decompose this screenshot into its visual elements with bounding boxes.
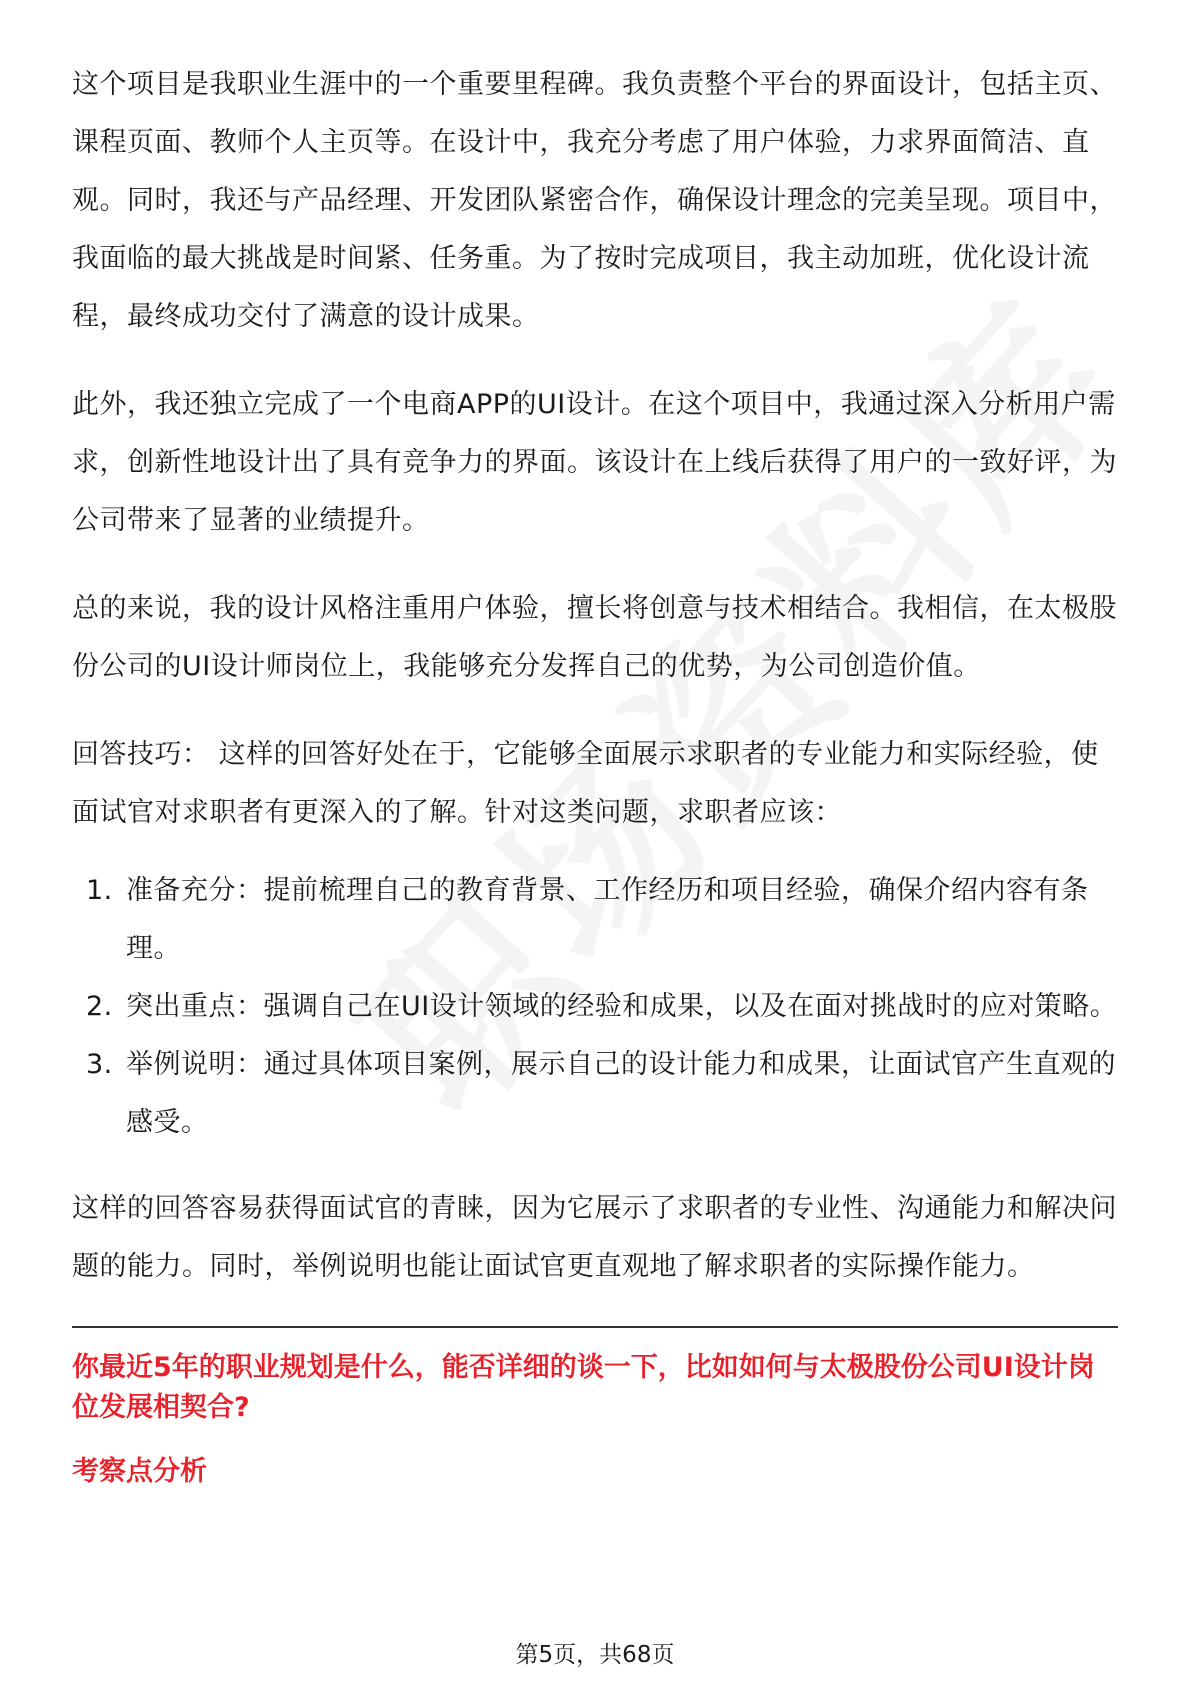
interview-question: 你最近5年的职业规划是什么，能否详细的谈一下，比如如何与太极股份公司UI设计岗位发展相契合? — [72, 1352, 1095, 1423]
section-title: 考察点分析 — [72, 1456, 207, 1487]
document-body — [72, 56, 1118, 1492]
list-item-text: 举例说明：通过具体项目案例，展示自己的设计能力和成果，让面试官产生直观的感受。 — [126, 1049, 1116, 1138]
list-item — [72, 978, 1118, 1036]
list-item — [72, 1036, 1118, 1152]
section-divider — [72, 1326, 1118, 1328]
list-number: 2. — [86, 991, 113, 1022]
tips-list — [72, 862, 1118, 1152]
list-item-text: 准备充分：提前梳理自己的教育背景、工作经历和项目经验，确保介绍内容有条理。 — [126, 875, 1089, 964]
list-number: 1. — [86, 875, 113, 906]
paragraph-answer-tips: 回答技巧： 这样的回答好处在于，它能够全面展示求职者的专业能力和实际经验，使面试官对求职者有更深入的了解。针对这类问题，求职者应该： — [72, 739, 1099, 828]
list-item-text: 突出重点：强调自己在UI设计领域的经验和成果，以及在面对挑战时的应对策略。 — [126, 991, 1118, 1022]
list-item — [72, 862, 1118, 978]
list-number: 3. — [86, 1049, 113, 1080]
paragraph-ecommerce-app: 此外，我还独立完成了一个电商APP的UI设计。在这个项目中，我通过深入分析用户需求，创新性地设计出了具有竞争力的界面。该设计在上线后获得了用户的一致好评，为公司带来了显著的业绩提升。 — [72, 389, 1117, 536]
paragraph-summary: 总的来说，我的设计风格注重用户体验，擅长将创意与技术相结合。我相信，在太极股份公司的UI设计师岗位上，我能够充分发挥自己的优势，为公司创造价值。 — [72, 593, 1117, 682]
page-footer: 第5页，共68页 — [515, 1642, 675, 1668]
paragraph-project-experience: 这个项目是我职业生涯中的一个重要里程碑。我负责整个平台的界面设计，包括主页、课程页面、教师个人主页等。在设计中，我充分考虑了用户体验，力求界面简洁、直观。同时，我还与产品经理、开发团队紧密合作，确保设计理念的完美呈现。项目中，我面临的最大挑战是时间紧、任务重。为了按时完成项目，我主动加班，优化设计流程，最终成功交付了满意的设计成果。 — [72, 69, 1117, 332]
paragraph-conclusion: 这样的回答容易获得面试官的青睐，因为它展示了求职者的专业性、沟通能力和解决问题的能力。同时，举例说明也能让面试官更直观地了解求职者的实际操作能力。 — [72, 1193, 1117, 1282]
